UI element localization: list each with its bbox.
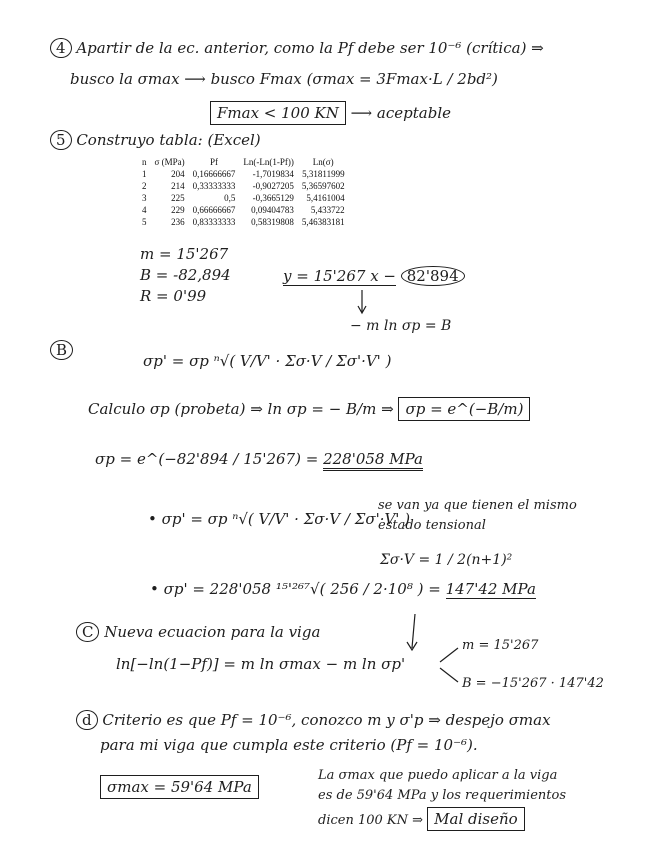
sigma-p-value-result: 228'058 MPa <box>323 450 423 471</box>
section-4-text: Apartir de la ec. anterior, como la Pf debe ser 10⁻⁶ (crítica) ⇒ <box>76 39 544 57</box>
arrow-to-b <box>440 668 458 682</box>
circled-intercept: 82'894 <box>401 266 465 286</box>
sigma-p-exp-box: σp = e^(−B/m) <box>398 397 530 421</box>
table-cell: 0,33333333 <box>192 181 236 191</box>
note-line-2: estado tensional <box>378 518 486 533</box>
m-value: m = 15'267 <box>140 245 229 263</box>
table-cell: 4 <box>142 205 147 215</box>
acceptable-text: ⟶ aceptable <box>350 104 451 122</box>
table-cell: 204 <box>171 169 185 179</box>
final-sigma-max-box: σmax = 59'64 MPa <box>100 775 259 799</box>
sigma-p-value-expr: σp = e^(−82'894 / 15'267) = <box>95 450 319 468</box>
table-cell: 229 <box>171 205 185 215</box>
table-cell: 0,5 <box>224 193 236 203</box>
section-d-text: Criterio es que Pf = 10⁻⁶, conozco m y σ'p ⇒ despejo σmax <box>102 711 551 729</box>
section-d-line-2: para mi viga que cumpla este criterio (Pf = 10⁻⁶). <box>100 736 478 754</box>
table-cell: -0,3665129 <box>252 193 294 203</box>
table-cell: 3 <box>142 193 147 203</box>
sigma-p-prime-numeric-expr: • σp' = 228'058 ¹⁵'²⁶⁷√( 256 / 2·10⁸ ) = <box>150 580 441 598</box>
arrow-to-m <box>440 648 458 662</box>
table-cell: 0,58319808 <box>251 217 294 227</box>
r-value: R = 0'99 <box>140 287 207 305</box>
table-header-lnln: Ln(-Ln(1-Pf)) <box>243 157 294 167</box>
table-cell: 0,83333333 <box>192 217 236 227</box>
fmax-condition-box: Fmax < 100 KN <box>210 101 346 125</box>
section-c-marker: C <box>76 622 99 642</box>
table-header-sigma: σ (MPa) <box>154 157 185 167</box>
sigma-p-prime-result: 147'42 MPa <box>445 580 536 598</box>
note-line-1: se van ya que tienen el mismo <box>378 498 577 513</box>
table-header-lnsigma: Ln(σ) <box>312 157 334 167</box>
table-cell: 5,433722 <box>310 205 345 215</box>
table-cell: -0,9027205 <box>252 181 294 191</box>
table-cell: -1,7019834 <box>252 169 294 179</box>
section-5-text: Construyo tabla: (Excel) <box>76 131 261 149</box>
table-cell: 5,31811999 <box>302 169 345 179</box>
conclusion-line-2: es de 59'64 MPa y los requerimientos <box>318 788 566 803</box>
sigma-p-prime-formula-1: σp' = σp ⁿ√( V/V' · Σσ·V / Σσ'·V' ) <box>143 352 392 370</box>
section-b-marker: B <box>50 340 73 360</box>
table-cell: 5,46383181 <box>301 217 345 227</box>
conclusion-line-3-text: dicen 100 KN ⇒ <box>318 813 424 828</box>
table-cell: 0,09404783 <box>251 205 294 215</box>
table-cell: 236 <box>171 217 185 227</box>
annotation-m: m = 15'267 <box>462 638 539 653</box>
weibull-beam-equation: ln[−ln(1−Pf)] = m ln σmax − m ln σp' <box>116 655 406 673</box>
calc-sigma-p-text: Calculo σp (probeta) ⇒ ln σp = − B/m ⇒ <box>88 400 394 418</box>
table-header-n: n <box>142 157 147 167</box>
m-ln-sigma-p-relation: − m ln σp = B <box>350 318 452 334</box>
table-cell: 0,16666667 <box>192 169 236 179</box>
bad-design-box: Mal diseño <box>427 807 525 831</box>
table-cell: 5,4161004 <box>306 193 345 203</box>
table-cell: 214 <box>171 181 185 191</box>
sum-sigma-v-equation: Σσ·V = 1 / 2(n+1)² <box>380 552 513 568</box>
conclusion-line-1: La σmax que puedo aplicar a la viga <box>318 768 558 783</box>
sigma-max-formula: (σmax = 3Fmax·L / 2bd²) <box>306 70 498 88</box>
regression-equation-text: y = 15'267 x − <box>283 267 396 285</box>
sigma-p-prime-formula-2: • σp' = σp ⁿ√( V/V' · Σσ·V / Σσ'·V' ) <box>148 510 411 528</box>
section-5-marker: 5 <box>50 130 72 150</box>
table-cell: 5 <box>142 217 147 227</box>
section-c-text: Nueva ecuacion para la viga <box>104 623 321 641</box>
table-cell: 5,36597602 <box>301 181 345 191</box>
table-cell: 225 <box>171 193 185 203</box>
sigma-max-search-text: busco la σmax ⟶ busco Fmax <box>70 70 302 88</box>
annotation-b: B = −15'267 · 147'42 <box>462 676 604 691</box>
table-cell: 2 <box>142 181 147 191</box>
arrow-to-sigma-p-prime <box>412 614 415 648</box>
table-cell: 0,66666667 <box>192 205 236 215</box>
section-4-marker: 4 <box>50 38 72 58</box>
section-d-marker: d <box>76 710 98 730</box>
table-cell: 1 <box>142 169 147 179</box>
table-header-pf: Pf <box>209 157 218 167</box>
b-value: B = -82,894 <box>140 266 231 284</box>
